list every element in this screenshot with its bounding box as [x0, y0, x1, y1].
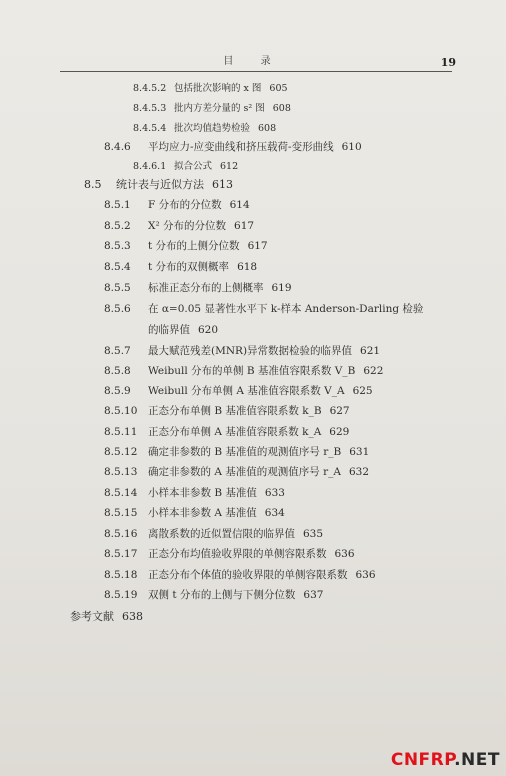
toc-entry-page: 637: [303, 589, 324, 601]
toc-entry: [104, 363, 383, 378]
toc-entry-number: 8.5.17: [104, 548, 138, 560]
toc-entry-page: 612: [220, 161, 239, 172]
toc-entry-number: 8.4.5.4: [133, 123, 167, 134]
toc-entry-page: 610: [341, 141, 362, 153]
toc-entry-page: 636: [355, 569, 376, 581]
toc-entry-page: 634: [264, 507, 285, 519]
toc-entry-title: t 分布的上侧分位数: [148, 240, 240, 252]
toc-entry-page: 635: [303, 528, 324, 540]
toc-entry-page: 638: [122, 610, 143, 623]
toc-entry: [133, 120, 276, 134]
toc-entry: [104, 485, 285, 500]
toc-entry: [104, 526, 323, 541]
toc-entry-number: 8.4.5.3: [133, 103, 167, 114]
toc-entry-title: 正态分布均值验收界限的单侧容限系数: [148, 548, 327, 560]
toc-entry-number: 8.4.6.1: [133, 161, 167, 172]
toc-entry-title: t 分布的双侧概率: [148, 261, 230, 273]
toc-entry-number: 8.5.12: [104, 446, 138, 458]
toc-entry-page: 625: [352, 385, 373, 397]
toc-entry-title: 批次均值趋势检验: [174, 123, 251, 134]
toc-entry-title: 确定非参数的 B 基准值的观测值序号 r_B: [148, 446, 342, 458]
toc-entry-title: 正态分布个体值的验收界限的单侧容限系数: [148, 569, 348, 581]
toc-entry: [104, 197, 250, 212]
toc-entry: [104, 546, 355, 561]
toc-entry-number: 8.5.4: [104, 261, 131, 273]
toc-entry: [133, 158, 238, 172]
toc-entry-number: 8.5: [84, 178, 102, 191]
toc-entry-page: 613: [212, 178, 233, 191]
toc-entry-number: 8.5.3: [104, 240, 131, 252]
toc-entry-page: 629: [329, 426, 350, 438]
toc-entry-page: 619: [271, 282, 292, 294]
toc-entry-title: F 分布的分位数: [148, 199, 222, 211]
toc-entry: [104, 259, 257, 274]
toc-entry-page: 633: [264, 487, 285, 499]
watermark-part-b: .NET: [454, 750, 500, 770]
toc-entry-title: 批内方差分量的 s² 图: [174, 103, 265, 114]
toc-entry-title: Weibull 分布单侧 A 基准值容限系数 V_A: [148, 385, 345, 397]
toc-entry: [104, 505, 285, 520]
toc-entry: [104, 218, 254, 233]
toc-entry: [104, 280, 292, 295]
running-header-title: 目 录: [223, 56, 283, 67]
toc-entry-number: 8.5.16: [104, 528, 138, 540]
toc-entry: [104, 587, 323, 602]
toc-entry-number: 8.5.13: [104, 466, 138, 478]
toc-entry-number: 8.5.19: [104, 589, 138, 601]
toc-entry: [133, 100, 291, 114]
toc-entry-number: 8.5.11: [104, 426, 138, 438]
toc-entry-page: 621: [360, 345, 381, 357]
toc-entry-number: 8.5.18: [104, 569, 138, 581]
toc-entry-number: 8.4.6: [104, 141, 131, 153]
toc-entry: [70, 608, 143, 624]
toc-entry-title: 在 α=0.05 显著性水平下 k-样本 Anderson-Darling 检验: [148, 303, 424, 315]
toc-entry-number: 8.5.6: [104, 303, 131, 315]
toc-entry: [104, 343, 380, 358]
toc-entry: [104, 464, 369, 479]
toc-entry: [104, 383, 373, 398]
toc-entry-page: 622: [363, 365, 384, 377]
toc-entry-page: 618: [237, 261, 258, 273]
toc-entry-number: 8.5.15: [104, 507, 138, 519]
toc-entry-title: 确定非参数的 A 基准值的观测值序号 r_A: [148, 466, 341, 478]
toc-entry-title: Weibull 分布的单侧 B 基准值容限系数 V_B: [148, 365, 356, 377]
toc-entry-title: 参考文献: [70, 610, 114, 623]
toc-entry-page: 605: [269, 83, 288, 94]
toc-entry-page: 608: [272, 103, 291, 114]
toc-entry-number: 8.5.9: [104, 385, 131, 397]
toc-entry-title: 平均应力-应变曲线和挤压载荷-变形曲线: [148, 141, 334, 153]
toc-entry-page: 636: [334, 548, 355, 560]
toc-entry: [104, 403, 350, 418]
toc-entry-title: 离散系数的近似置信限的临界值: [148, 528, 295, 540]
toc-entry-title: 小样本非参数 B 基准值: [148, 487, 257, 499]
toc-entry-title: X² 分布的分位数: [148, 220, 227, 232]
toc-entry-page: 632: [348, 466, 369, 478]
toc-entry-page: 614: [229, 199, 250, 211]
toc-entry-title: 的临界值: [148, 324, 190, 336]
toc-entry-title: 小样本非参数 A 基准值: [148, 507, 257, 519]
toc-entry: [104, 301, 423, 316]
toc-entry-page: 617: [234, 220, 255, 232]
toc-entry-page: 627: [329, 405, 350, 417]
toc-entry-number: 8.5.5: [104, 282, 131, 294]
toc-entry-page: 617: [247, 240, 268, 252]
toc-entry: [84, 176, 233, 192]
toc-entry-page: 620: [198, 324, 219, 336]
toc-entry-title: 双侧 t 分布的上侧与下侧分位数: [148, 589, 296, 601]
page-number: 19: [440, 56, 456, 69]
header-rule: [60, 71, 452, 72]
toc-entry-title: 包括批次影响的 x 图: [174, 83, 262, 94]
toc-entry-title: 拟合公式: [174, 161, 213, 172]
toc-entry-number: 8.4.5.2: [133, 83, 167, 94]
toc-entry-title: 正态分布单侧 B 基准值容限系数 k_B: [148, 405, 322, 417]
toc-entry-page: 608: [258, 123, 277, 134]
toc-entry-number: 8.5.10: [104, 405, 138, 417]
site-watermark: [391, 750, 500, 770]
toc-entry-number: 8.5.1: [104, 199, 131, 211]
toc-entry-number: 8.5.2: [104, 220, 131, 232]
toc-entry-title: 标准正态分布的上侧概率: [148, 282, 264, 294]
toc-entry-number: 8.5.8: [104, 365, 131, 377]
watermark-part-a: CNFRP: [390, 750, 455, 770]
toc-entry: [104, 444, 369, 459]
toc-entry-page: 631: [349, 446, 370, 458]
toc-entry-title: 正态分布单侧 A 基准值容限系数 k_A: [148, 426, 322, 438]
toc-entry: [104, 424, 349, 439]
toc-entry-title: 最大赋范残差(MNR)异常数据检验的临界值: [148, 345, 353, 357]
toc-entry: [133, 80, 288, 94]
toc-entry: [104, 567, 376, 582]
toc-entry: [104, 139, 362, 154]
toc-entry: [148, 322, 218, 337]
toc-entry-title: 统计表与近似方法: [116, 178, 204, 191]
toc-entry: [104, 238, 268, 253]
toc-entry-number: 8.5.7: [104, 345, 131, 357]
toc-entry-number: 8.5.14: [104, 487, 138, 499]
